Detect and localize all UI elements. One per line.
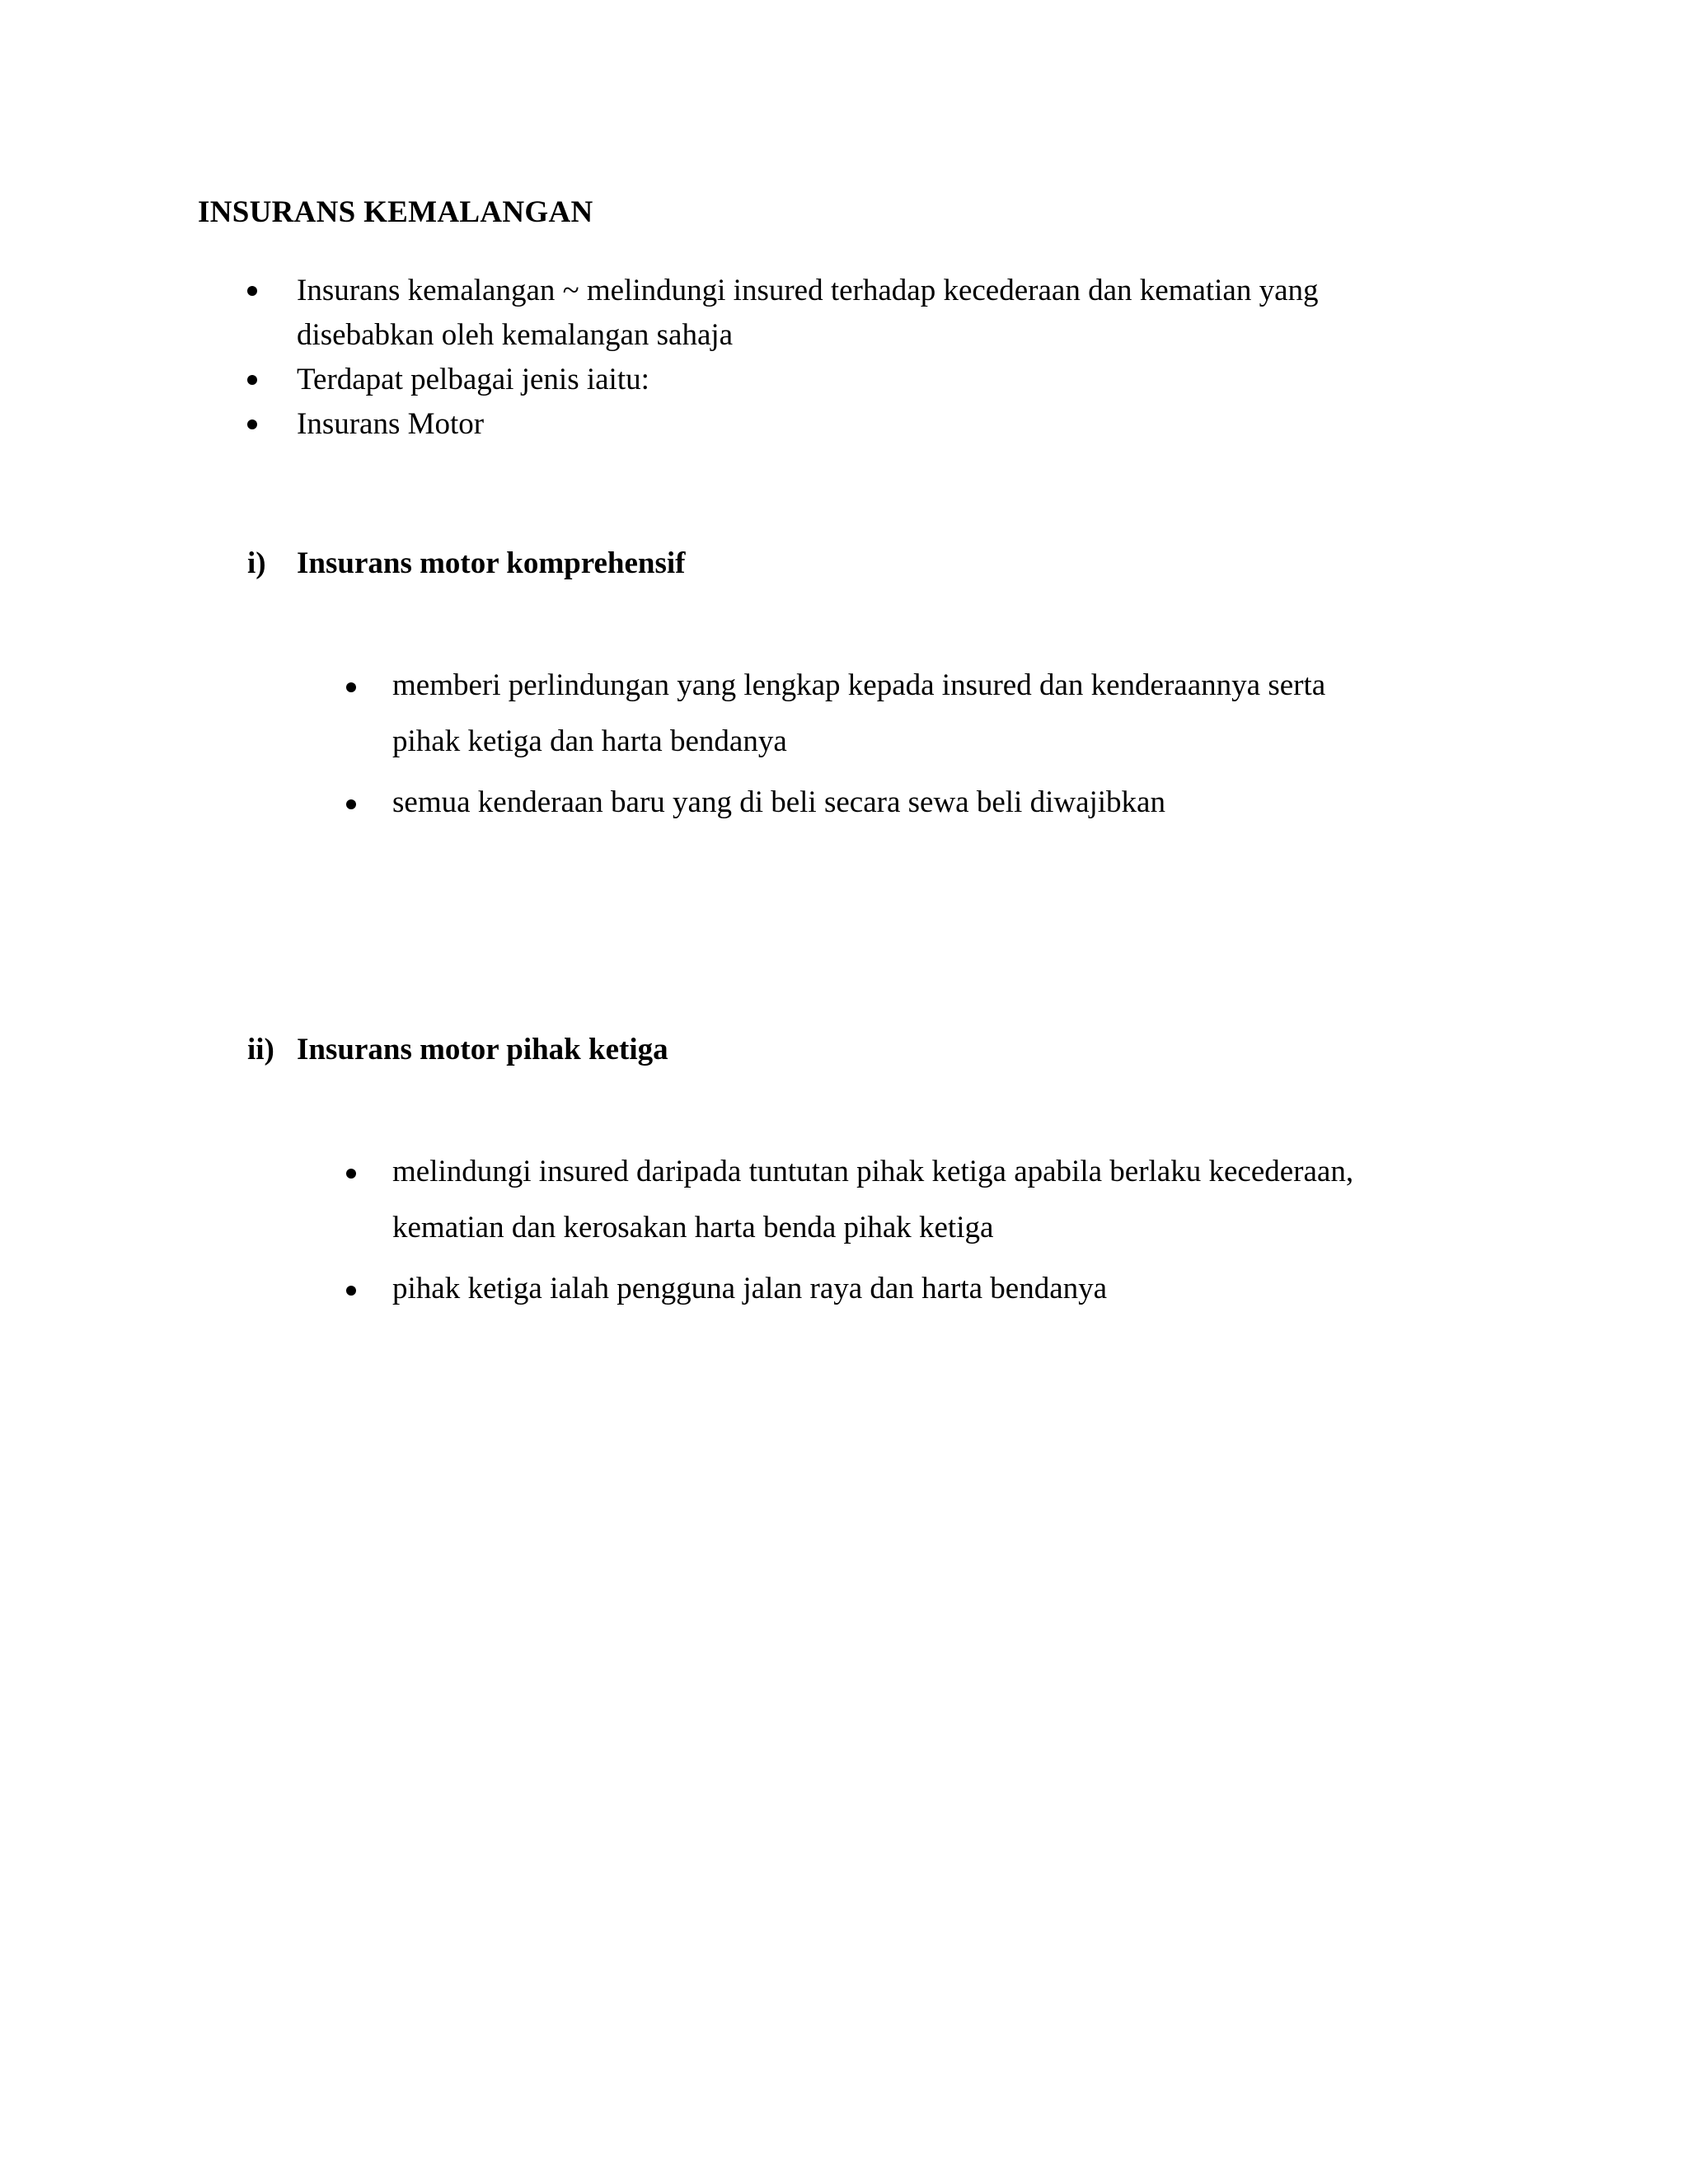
bullet-text-line: pihak ketiga dan harta bendanya — [392, 724, 787, 758]
bullet-dot-icon — [247, 375, 257, 385]
document-title: INSURANS KEMALANGAN — [198, 195, 593, 229]
bullet-text-line: Terdapat pelbagai jenis iaitu: — [297, 363, 649, 396]
bullet-dot-icon — [346, 1169, 356, 1179]
bullet-dot-icon — [346, 1286, 356, 1296]
bullet-text-line: Insurans Motor — [297, 407, 485, 441]
section-number: i) — [247, 546, 266, 580]
bullet-text-line: Insurans kemalangan ~ melindungi insured terhadap kecederaan dan kematian yang — [297, 274, 1319, 307]
bullet-text-line: melindungi insured daripada tuntutan pihak ketiga apabila berlaku kecederaan, — [392, 1155, 1354, 1188]
bullet-text-line: semua kenderaan baru yang di beli secara sewa beli diwajibkan — [392, 785, 1165, 819]
bullet-dot-icon — [247, 419, 257, 429]
bullet-text-line: kematian dan kerosakan harta benda pihak ketiga — [392, 1211, 994, 1244]
bullet-dot-icon — [346, 799, 356, 809]
bullet-dot-icon — [247, 286, 257, 296]
section-number: ii) — [247, 1033, 274, 1066]
bullet-text-line: disebabkan oleh kemalangan sahaja — [297, 318, 734, 352]
bullet-text-line: memberi perlindungan yang lengkap kepada insured dan kenderaannya serta — [392, 668, 1326, 702]
section-title: Insurans motor komprehensif — [297, 546, 686, 580]
bullet-text-line: pihak ketiga ialah pengguna jalan raya dan harta bendanya — [392, 1272, 1108, 1305]
section-title: Insurans motor pihak ketiga — [297, 1033, 668, 1066]
bullet-dot-icon — [346, 682, 356, 692]
